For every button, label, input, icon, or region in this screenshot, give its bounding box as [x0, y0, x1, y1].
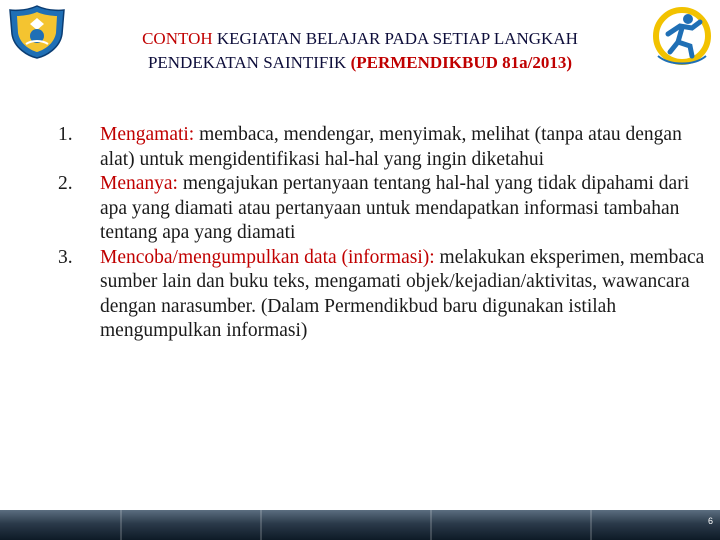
item-description: melakukan eksperimen, membaca sumber lain dan buku teks, mengamati objek/kejadian/aktivitas, wawancara dengan narasumber. (Dalam Permendikbud baru digunakan istilah mengumpulkan informasi): [100, 246, 705, 341]
footer-streak: [430, 510, 432, 540]
footer-streak: [260, 510, 262, 540]
page-number: 6: [707, 516, 713, 526]
item-description: membaca, mendengar, menyimak, melihat (tanpa atau dengan alat) untuk mengidentifikasi hal-hal yang ingin diketahui: [100, 124, 682, 170]
activity-list: [58, 123, 708, 344]
slide-title: [70, 27, 650, 75]
title-highlight: CONTOH: [142, 29, 213, 48]
item-number: 2.: [58, 173, 73, 194]
footer-streak: [120, 510, 122, 540]
item-text: [100, 246, 708, 344]
item-term: Menanya:: [100, 173, 178, 194]
kurikulum-2013-logo: [650, 4, 714, 68]
item-term: Mencoba/mengumpulkan data (informasi):: [100, 246, 435, 268]
list-item: [58, 123, 708, 172]
title-line-2: [70, 51, 650, 75]
title-regulation: (PERMENDIKBUD 81a/2013): [350, 53, 573, 72]
item-description: mengajukan pertanyaan tentang hal-hal yang tidak dipahami dari apa yang diamati atau pertanyaan untuk mendapatkan informasi tambahan tentang apa yang diamati: [100, 173, 690, 243]
title-text-2: PENDEKATAN SAINTIFIK: [147, 53, 351, 72]
title-line-1: [70, 27, 650, 51]
item-number: 3.: [58, 246, 73, 268]
item-term: Mengamati:: [100, 124, 195, 145]
tut-wuri-handayani-logo: [6, 4, 68, 60]
list-item: [58, 172, 708, 246]
list-item: [58, 246, 708, 344]
item-text: [100, 172, 708, 246]
footer-bar: [0, 510, 720, 540]
item-number: 1.: [58, 124, 73, 145]
title-text: KEGIATAN BELAJAR PADA SETIAP LANGKAH: [212, 29, 578, 48]
item-text: [100, 123, 708, 172]
footer-streak: [590, 510, 592, 540]
